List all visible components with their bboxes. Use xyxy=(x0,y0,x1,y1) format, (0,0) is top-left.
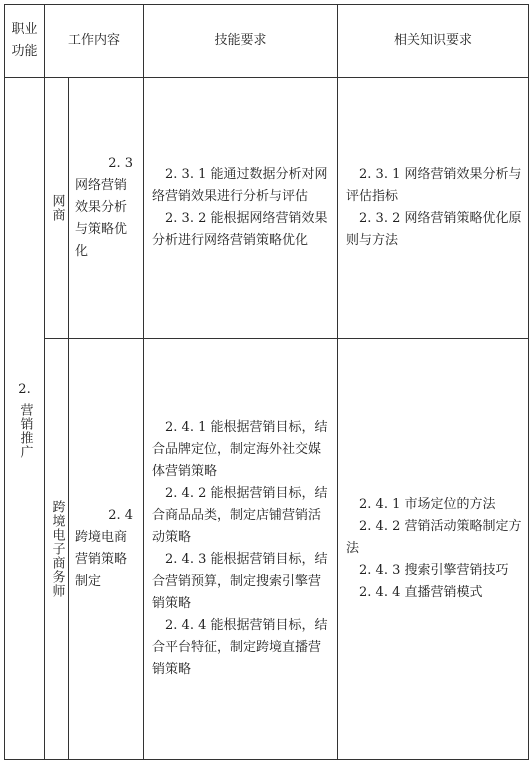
skill-item: 2. 4. 2 能根据营销目标，结合商品品类，制定店铺营销活动策略 xyxy=(152,486,328,545)
work-item-name: 跨境电商营销策略制定 xyxy=(75,530,128,589)
skill-item: 2. 4. 1 能根据营销目标，结合品牌定位，制定海外社交媒体营销策略 xyxy=(152,420,328,479)
skill-item: 2. 4. 4 能根据营销目标，结合平台特征，制定跨境直播营销策略 xyxy=(152,618,328,677)
function-name: 营销推广 xyxy=(17,402,33,459)
function-number: 2. xyxy=(18,381,31,397)
skill-cell xyxy=(144,78,338,339)
work-item-code: 2. 4 xyxy=(108,508,134,523)
work-item-cell xyxy=(69,339,144,760)
function-cell xyxy=(5,78,45,760)
knowledge-item: 2. 3. 1 网络营销效果分析与评估指标 xyxy=(346,167,522,204)
table-header-row xyxy=(5,5,529,78)
work-item-code: 2. 3 xyxy=(108,156,134,171)
table-row xyxy=(5,78,529,339)
knowledge-item: 2. 4. 2 营销活动策略制定方法 xyxy=(346,519,522,556)
skill-cell xyxy=(144,339,338,760)
header-function xyxy=(5,5,45,78)
skill-item: 2. 4. 3 能根据营销目标，结合营销预算，制定搜索引擎营销策略 xyxy=(152,552,328,611)
header-knowledge-requirement: 相关知识要求 xyxy=(338,5,529,78)
knowledge-item: 2. 3. 2 网络营销策略优化原则与方法 xyxy=(346,211,522,248)
skill-item: 2. 3. 1 能通过数据分析对网络营销效果进行分析与评估 xyxy=(152,167,328,204)
standards-table-page xyxy=(4,4,528,760)
skill-item: 2. 3. 2 能根据网络营销效果分析进行网络营销策略优化 xyxy=(152,211,328,248)
table-row xyxy=(5,339,529,760)
occupation-skill-table xyxy=(4,4,529,760)
knowledge-item: 2. 4. 4 直播营销模式 xyxy=(359,585,483,600)
knowledge-item: 2. 4. 3 搜索引擎营销技巧 xyxy=(359,563,509,578)
header-work-content: 工作内容 xyxy=(45,5,144,78)
role-cell xyxy=(45,78,69,339)
work-item-cell xyxy=(69,78,144,339)
work-item-name: 网络营销效果分析与策略优化 xyxy=(75,178,128,259)
role-name: 网商 xyxy=(49,194,65,222)
knowledge-item: 2. 4. 1 市场定位的方法 xyxy=(359,497,496,512)
knowledge-cell xyxy=(338,339,529,760)
header-function-label: 职业功能 xyxy=(11,22,38,59)
header-skill-requirement: 技能要求 xyxy=(144,5,338,78)
role-name: 跨境电子商务师 xyxy=(49,500,65,598)
role-cell xyxy=(45,339,69,760)
knowledge-cell xyxy=(338,78,529,339)
